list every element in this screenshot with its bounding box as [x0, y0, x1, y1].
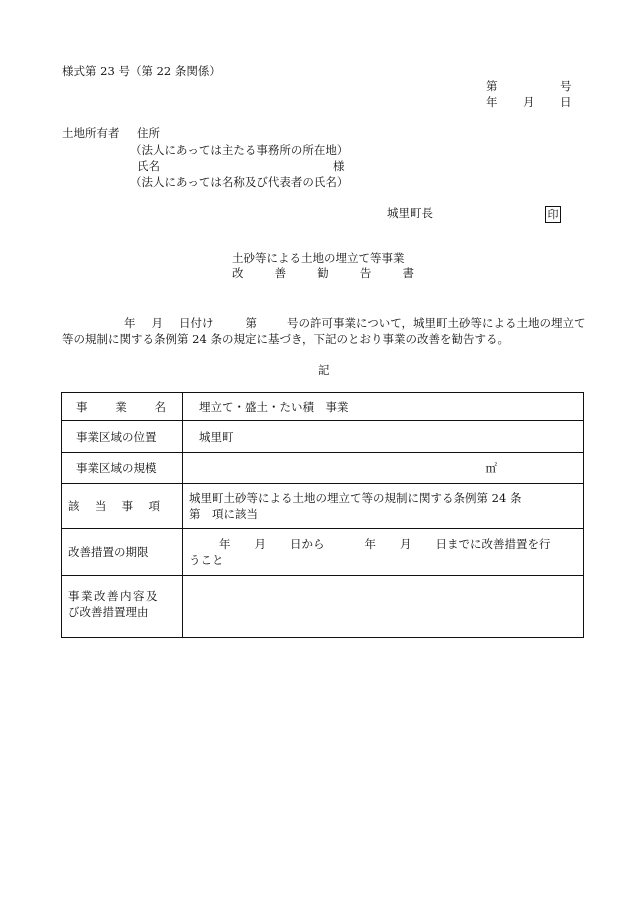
table-row [62, 453, 584, 484]
table-row [62, 529, 584, 576]
document-title-line1: 土砂等による土地の埋立て等事業 [232, 251, 405, 265]
seal-mark: 印 [545, 206, 561, 223]
square-meter-unit: ㎡ [485, 461, 497, 475]
deadline-value [183, 529, 584, 576]
table-row [62, 393, 584, 421]
deadline-end-month: 月 [400, 537, 412, 551]
applicable-clause-value [183, 484, 584, 529]
row-label-deadline: 改善措置の期限 [62, 529, 183, 576]
body-month: 月 [151, 316, 163, 330]
ki-heading: 記 [318, 363, 330, 377]
form-number: 様式第 23 号（第 22 条関係） [62, 64, 221, 78]
location-value: 城里町 [183, 421, 584, 453]
row-label-location: 事業区域の位置 [62, 421, 183, 453]
title-char: 改 [232, 266, 244, 280]
document-number-dai: 第 [486, 79, 498, 93]
date-year: 年 [486, 95, 498, 109]
improvement-label-line-1: 事業改善内容及 [68, 589, 159, 603]
label-char: 該 [68, 499, 80, 513]
project-name-value: 埋立て・盛土・たい積 事業 [183, 393, 584, 421]
improvement-value [183, 576, 584, 638]
deadline-start-month: 月 [254, 537, 266, 551]
address-note: （法人にあっては主たる事務所の所在地） [130, 143, 349, 157]
name-note: （法人にあっては名称及び代表者の氏名） [130, 175, 349, 189]
row-label-project-name [62, 393, 183, 421]
improvement-label-line-2: び改善措置理由 [68, 605, 149, 619]
label-char: 当 [94, 499, 107, 513]
label-char: 業 [115, 399, 127, 414]
name-label: 氏名 [137, 159, 160, 173]
label-char: 項 [148, 499, 160, 513]
body-line-2: 等の規制に関する条例第 24 条の規定に基づき，下記のとおり事業の改善を勧告する。 [62, 332, 509, 346]
mayor-title: 城里町長 [387, 206, 433, 220]
details-table [61, 392, 584, 638]
table-row [62, 484, 584, 529]
label-char: 事 [76, 399, 88, 414]
date-month: 月 [523, 95, 535, 109]
body-line-1 [124, 318, 586, 330]
row-label-scale: 事業区域の規模 [62, 453, 183, 484]
clause-line-1: 城里町土砂等による土地の埋立て等の規制に関する条例第 24 条 [189, 491, 522, 505]
deadline-until: 日までに改善措置を行 [435, 537, 551, 551]
honorific-sama: 様 [333, 159, 345, 173]
body-line-1-text: 号の許可事業について，城里町土砂等による土地の埋立て [287, 316, 586, 330]
row-label-improvement [62, 576, 183, 638]
clause-line-2: 第 項に該当 [189, 507, 258, 521]
label-char: 名 [154, 399, 166, 414]
body-number-dai: 第 [245, 316, 257, 330]
deadline-start-year: 年 [219, 537, 231, 551]
deadline-line-2: うこと [189, 553, 224, 567]
title-char: 善 [274, 266, 287, 280]
address-label: 住所 [137, 126, 160, 140]
scale-value [183, 453, 584, 484]
title-char: 書 [402, 266, 414, 280]
deadline-line-1 [189, 536, 577, 552]
owner-label: 土地所有者 [62, 126, 120, 140]
deadline-end-year: 年 [364, 537, 376, 551]
label-char: 事 [121, 499, 134, 513]
table-row [62, 576, 584, 638]
body-year: 年 [124, 316, 136, 330]
date-day: 日 [560, 95, 572, 109]
row-label-applicable-clause [62, 484, 183, 529]
document-number-go: 号 [560, 79, 572, 93]
table-row [62, 421, 584, 453]
title-char: 告 [359, 266, 372, 280]
body-date-suffix: 日付け [179, 316, 214, 330]
deadline-from: 日から [290, 537, 325, 551]
document-title-line2 [232, 268, 414, 280]
title-char: 勧 [317, 266, 329, 280]
